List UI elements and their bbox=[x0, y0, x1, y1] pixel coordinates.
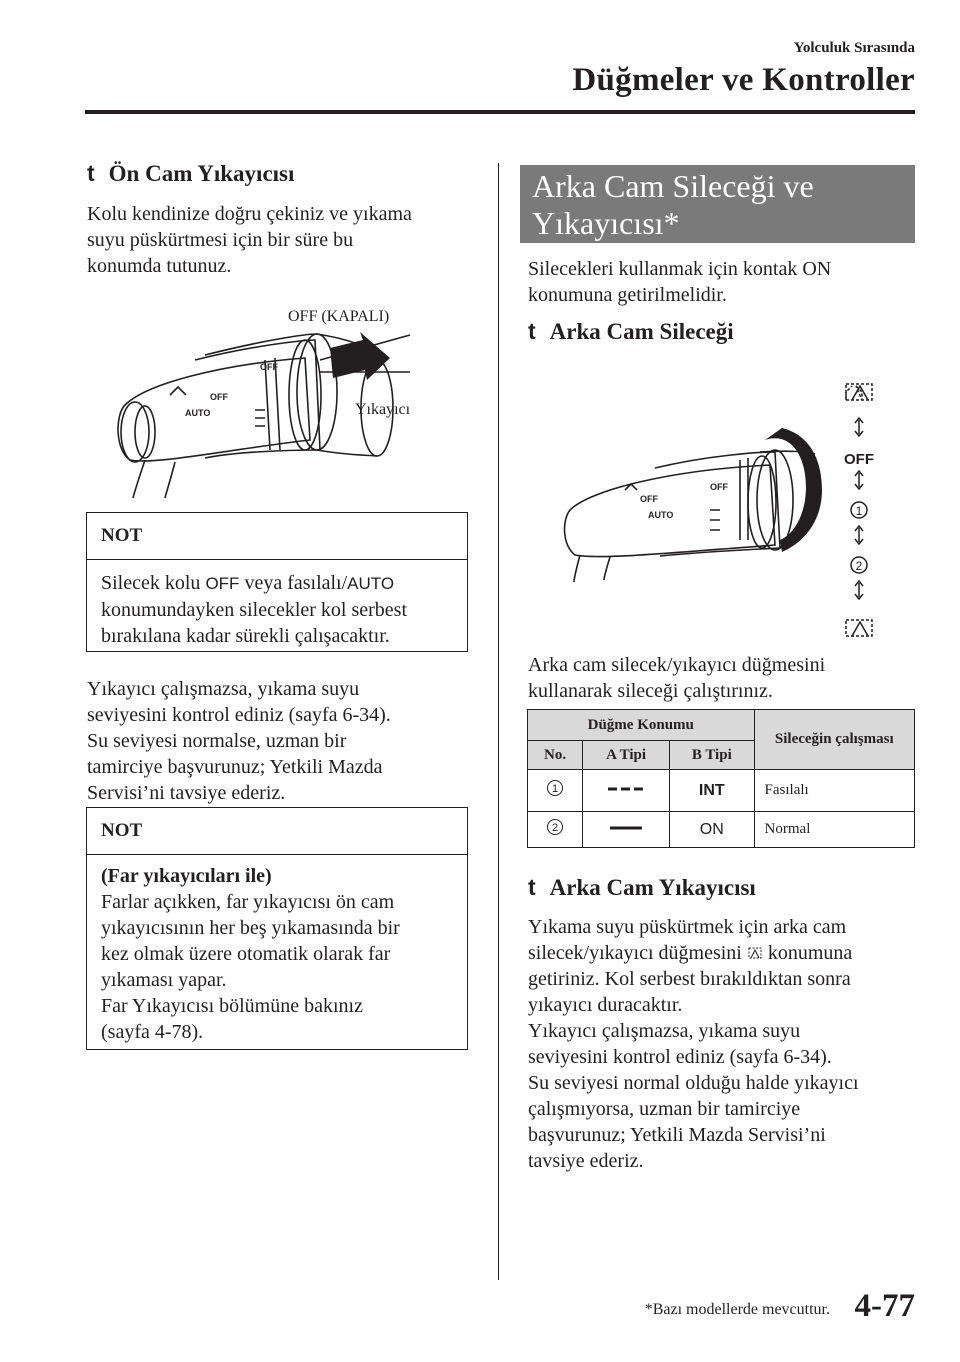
text-line: konumuna getirilmelidir. bbox=[528, 284, 727, 306]
text-line: çalışmıyorsa, uzman bir tamirciye bbox=[528, 1098, 801, 1120]
text-line: getiriniz. Kol serbest bırakıldıktan sonra bbox=[528, 968, 851, 990]
text-line: Su seviyesi normal olduğu halde yıkayıcı bbox=[528, 1072, 859, 1094]
front-washer-intro bbox=[87, 201, 412, 279]
table-cell-no bbox=[528, 812, 583, 848]
rear-wiper-title: Arka Cam Sileceği bbox=[549, 319, 734, 344]
header-rule bbox=[85, 110, 915, 114]
text-line: kullanarak sileceği çalıştırınız. bbox=[528, 680, 773, 702]
rear-wiper-instruction bbox=[528, 652, 825, 704]
rear-washer-heading bbox=[528, 874, 756, 901]
text-line: seviyesini kontrol ediniz (sayfa 6-34). bbox=[87, 704, 391, 726]
para-text: konumuna bbox=[767, 942, 853, 964]
text-line: konumundayken silecekler kol serbest bbox=[101, 599, 408, 621]
table-cell-b: ON bbox=[670, 812, 755, 848]
rear-washer-title: Arka Cam Yıkayıcısı bbox=[549, 875, 756, 900]
section-bullet: t bbox=[528, 874, 536, 900]
note-box-2 bbox=[86, 807, 468, 1050]
table-cell-no bbox=[528, 770, 583, 812]
front-washer-heading bbox=[87, 160, 294, 187]
text-line: Servisi’ni tavsiye ederiz. bbox=[87, 782, 286, 804]
text-line bbox=[528, 940, 859, 966]
text-line: Kolu kendinize doğru çekiniz ve yıkama bbox=[87, 203, 412, 225]
table-header-b: B Tipi bbox=[670, 741, 755, 770]
position-sequence bbox=[830, 370, 890, 645]
lever-mark-off: OFF bbox=[640, 494, 658, 504]
front-washer-figure bbox=[105, 300, 450, 500]
wiper-function-table bbox=[527, 709, 915, 848]
text-line: bırakılana kadar sürekli çalışacaktır. bbox=[101, 625, 390, 647]
text-line: Su seviyesi normalse, uzman bir bbox=[87, 730, 347, 752]
note-subheading: (Far yıkayıcıları ile) bbox=[101, 865, 272, 887]
table-header-no: No. bbox=[528, 741, 583, 770]
table-header-a: A Tipi bbox=[583, 741, 670, 770]
text-line: Yıkayıcı çalışmazsa, yıkama suyu bbox=[87, 678, 360, 700]
table-header-function: Sileceğin çalışması bbox=[754, 710, 914, 770]
banner-line: Yıkayıcısı* bbox=[532, 205, 680, 241]
front-washer-title: Ön Cam Yıkayıcısı bbox=[108, 161, 295, 186]
auto-symbol: AUTO bbox=[347, 574, 395, 593]
text-line: yıkayıcı duracaktır. bbox=[528, 994, 683, 1016]
solid-line-icon bbox=[606, 823, 646, 833]
note-text: Silecek kolu bbox=[101, 572, 201, 594]
text-line: tavsiye ederiz. bbox=[528, 1150, 644, 1172]
table-cell-function: Fasılalı bbox=[754, 770, 914, 812]
text-line: başvurunuz; Yetkili Mazda Servisi’ni bbox=[528, 1124, 826, 1146]
chapter-title: Düğmeler ve Kontroller bbox=[572, 62, 915, 98]
lever-mark-auto: AUTO bbox=[185, 408, 211, 418]
footnote: *Bazı modellerde mevcuttur. bbox=[644, 1301, 830, 1318]
rear-washer-paragraph bbox=[528, 914, 859, 1174]
text-line: Arka cam silecek/yıkayıcı düğmesini bbox=[528, 654, 826, 676]
text-line: konumda tutunuz. bbox=[87, 255, 232, 277]
text-line: Yıkayıcı çalışmazsa, yıkama suyu bbox=[528, 1020, 801, 1042]
position-2: 2 bbox=[855, 559, 863, 573]
rear-wiper-intro bbox=[528, 256, 831, 308]
lever-mark-off-2: OFF bbox=[710, 482, 728, 492]
dashed-line-icon bbox=[606, 784, 646, 794]
note-body bbox=[87, 855, 467, 1057]
washer-icon bbox=[747, 945, 763, 961]
text-line: Farlar açıkken, far yıkayıcısı ön cam bbox=[101, 891, 395, 913]
text-line: Yıkama suyu püskürtmek için arka cam bbox=[528, 916, 847, 938]
off-kapali-caption: OFF (KAPALI) bbox=[288, 308, 390, 325]
section-bullet: t bbox=[87, 160, 95, 186]
text-line: kez olmak üzere otomatik olarak far bbox=[101, 943, 391, 965]
washer-caption: Yıkayıcı bbox=[355, 401, 411, 418]
lever-mark-off: OFF bbox=[210, 392, 228, 402]
table-cell-function: Normal bbox=[754, 812, 914, 848]
table-row bbox=[528, 770, 915, 812]
text-line: Silecekleri kullanmak için kontak ON bbox=[528, 258, 832, 280]
position-1: 1 bbox=[855, 504, 863, 518]
washer-failure-paragraph bbox=[87, 676, 391, 806]
rear-wiper-figure bbox=[560, 370, 890, 645]
row-number: 2 bbox=[551, 822, 559, 834]
text-line bbox=[101, 570, 453, 597]
page-number: 4-77 bbox=[854, 1288, 915, 1324]
text-line: seviyesini kontrol ediniz (sayfa 6-34). bbox=[528, 1046, 832, 1068]
wiper-lever-illustration bbox=[105, 300, 450, 500]
para-text: silecek/yıkayıcı düğmesini bbox=[528, 942, 742, 964]
table-row bbox=[528, 812, 915, 848]
table-cell-a bbox=[583, 770, 670, 812]
text-line: suyu püskürtmesi için bir süre bu bbox=[87, 229, 354, 251]
position-off: OFF bbox=[844, 451, 874, 468]
text-line: Far Yıkayıcısı bölümüne bakınız bbox=[101, 995, 363, 1017]
section-label: Yolculuk Sırasında bbox=[793, 40, 915, 56]
lever-mark-off-2: OFF bbox=[260, 362, 278, 372]
text-line: tamirciye başvurunuz; Yetkili Mazda bbox=[87, 756, 383, 778]
note-heading: NOT bbox=[87, 808, 467, 855]
lever-mark-auto: AUTO bbox=[648, 510, 674, 520]
table-cell-b: INT bbox=[670, 770, 755, 812]
section-bullet: t bbox=[528, 318, 536, 344]
table-header-group: Düğme Konumu bbox=[528, 710, 755, 741]
rear-wiper-heading bbox=[528, 318, 734, 345]
text-line: yıkayıcısının her beş yıkamasında bir bbox=[101, 917, 400, 939]
table-cell-a bbox=[583, 812, 670, 848]
column-divider bbox=[498, 163, 499, 1280]
rear-wiper-banner bbox=[520, 165, 915, 243]
banner-line: Arka Cam Sileceği ve bbox=[532, 168, 814, 204]
row-number: 1 bbox=[551, 783, 559, 795]
off-symbol: OFF bbox=[205, 574, 240, 593]
note-body bbox=[87, 560, 467, 661]
note-text: veya fasılalı/ bbox=[244, 572, 348, 594]
note-box-1 bbox=[86, 512, 468, 652]
text-line: yıkaması yapar. bbox=[101, 969, 227, 991]
note-heading: NOT bbox=[87, 513, 467, 560]
text-line: (sayfa 4-78). bbox=[101, 1021, 204, 1043]
